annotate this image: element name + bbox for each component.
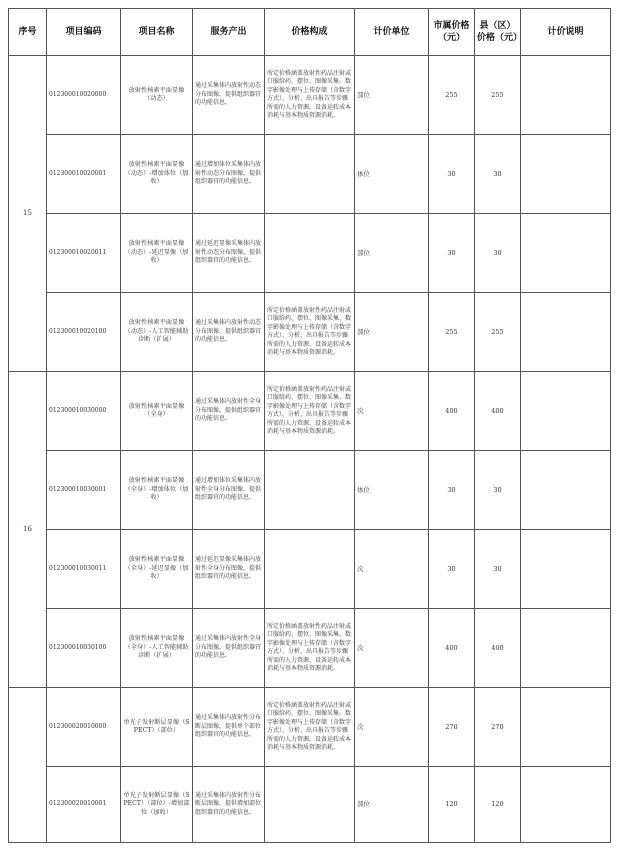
item-name: 放射性核素平面显像（动态）-人工智能辅助诊断（扩展） xyxy=(121,293,193,372)
county-price: 270 xyxy=(475,688,521,767)
table-row xyxy=(9,530,611,609)
price-composition xyxy=(265,135,355,214)
header-unit: 计价单位 xyxy=(355,9,429,56)
pricing-note xyxy=(521,767,611,843)
table-row xyxy=(9,372,611,451)
item-code: 012300010020011 xyxy=(47,214,121,293)
header-note: 计价说明 xyxy=(521,9,611,56)
item-code: 012300020010000 xyxy=(47,688,121,767)
pricing-unit: 体位 xyxy=(355,135,429,214)
city-price: 255 xyxy=(429,293,475,372)
price-composition xyxy=(265,530,355,609)
pricing-note xyxy=(521,56,611,135)
city-price: 255 xyxy=(429,56,475,135)
pricing-note xyxy=(521,372,611,451)
item-name: 放射性核素平面显像（动态）-延迟显像（加收） xyxy=(121,214,193,293)
service-output: 通过采集体内放射性动态分布图像，提供组织器官的功能信息。 xyxy=(193,56,265,135)
pricing-note xyxy=(521,688,611,767)
item-name: 放射性核素平面显像（动态）-增加体位（加收） xyxy=(121,135,193,214)
city-price: 30 xyxy=(429,135,475,214)
city-price: 30 xyxy=(429,530,475,609)
county-price: 30 xyxy=(475,214,521,293)
item-code: 012300010030001 xyxy=(47,451,121,530)
item-name: 放射性核素平面显像（全身） xyxy=(121,372,193,451)
price-table xyxy=(8,8,611,843)
price-composition xyxy=(265,451,355,530)
item-code: 012300020010001 xyxy=(47,767,121,843)
price-composition: 所定价格涵盖放射性药品注射或口服给药、摆位、图像采集、数字影像处理与上传存储（含数字方式）、分析、出具报告等步骤所需的人力资源、设备运转成本消耗与基本物质资源消耗。 xyxy=(265,372,355,451)
item-name: 放射性核素平面显像（动态） xyxy=(121,56,193,135)
pricing-unit: 部位 xyxy=(355,56,429,135)
price-composition: 所定价格涵盖放射性药品注射或口服给药、摆位、图像采集、数字影像处理与上传存储（含数字方式）、分析、出具报告等步骤所需的人力资源、设备运转成本消耗与基本物质资源消耗。 xyxy=(265,688,355,767)
city-price: 400 xyxy=(429,609,475,688)
table-row xyxy=(9,609,611,688)
header-name: 项目名称 xyxy=(121,9,193,56)
county-price: 400 xyxy=(475,372,521,451)
city-price: 120 xyxy=(429,767,475,843)
price-composition: 所定价格涵盖放射性药品注射或口服给药、摆位、图像采集、数字影像处理与上传存储（含数字方式）、分析、出具报告等步骤所需的人力资源、设备运转成本消耗与基本物质资源消耗。 xyxy=(265,56,355,135)
city-price: 30 xyxy=(429,214,475,293)
header-pricing: 价格构成 xyxy=(265,9,355,56)
pricing-note xyxy=(521,530,611,609)
header-service: 服务产出 xyxy=(193,9,265,56)
pricing-unit: 部位 xyxy=(355,214,429,293)
service-output: 通过延迟显像采集体内放射性动态分布图像，提供组织器官的功能信息。 xyxy=(193,214,265,293)
county-price: 255 xyxy=(475,293,521,372)
pricing-note xyxy=(521,293,611,372)
price-composition xyxy=(265,214,355,293)
pricing-unit: 次 xyxy=(355,688,429,767)
pricing-unit: 次 xyxy=(355,609,429,688)
price-composition: 所定价格涵盖放射性药品注射或口服给药、摆位、图像采集、数字影像处理与上传存储（含数字方式）、分析、出具报告等步骤所需的人力资源、设备运转成本消耗与基本物质资源消耗。 xyxy=(265,293,355,372)
service-output: 通过增加体位采集体内放射性动态分布图像，提供组织器官的功能信息。 xyxy=(193,135,265,214)
header-row xyxy=(9,9,611,56)
sequence-number: 15 xyxy=(9,56,47,372)
pricing-unit: 体位 xyxy=(355,451,429,530)
pricing-note xyxy=(521,214,611,293)
city-price: 270 xyxy=(429,688,475,767)
service-output: 通过采集体内放射性全身分布图像，提供组织器官的功能信息。 xyxy=(193,372,265,451)
item-code: 012300010020100 xyxy=(47,293,121,372)
table-row xyxy=(9,451,611,530)
item-name: 单光子发射断层显像（SPECT）（部位）-增加部位（加收） xyxy=(121,767,193,843)
pricing-unit: 次 xyxy=(355,372,429,451)
table-row xyxy=(9,214,611,293)
pricing-note xyxy=(521,609,611,688)
item-code: 012300010030011 xyxy=(47,530,121,609)
service-output: 通过采集体内放射性分布断层图像，提供单个部位组织器官的功能信息。 xyxy=(193,688,265,767)
county-price: 30 xyxy=(475,135,521,214)
pricing-note xyxy=(521,451,611,530)
table-row xyxy=(9,135,611,214)
item-name: 放射性核素平面显像（全身）-延迟显像（加收） xyxy=(121,530,193,609)
city-price: 400 xyxy=(429,372,475,451)
service-output: 通过延迟显像采集体内放射性全身分布图像，提供组织器官的功能信息。 xyxy=(193,530,265,609)
service-output: 通过采集体内放射性全身分布图像，提供组织器官的功能信息。 xyxy=(193,609,265,688)
pricing-note xyxy=(521,135,611,214)
table-row xyxy=(9,293,611,372)
price-composition: 所定价格涵盖放射性药品注射或口服给药、摆位、图像采集、数字影像处理与上传存储（含数字方式）、分析、出具报告等步骤所需的人力资源、设备运转成本消耗与基本物质资源消耗。 xyxy=(265,609,355,688)
item-code: 012300010020000 xyxy=(47,56,121,135)
pricing-unit: 次 xyxy=(355,530,429,609)
item-code: 012300010030100 xyxy=(47,609,121,688)
header-code: 项目编码 xyxy=(47,9,121,56)
sequence-number xyxy=(9,688,47,843)
county-price: 30 xyxy=(475,530,521,609)
city-price: 30 xyxy=(429,451,475,530)
item-name: 放射性核素平面显像（全身）-增加体位（加收） xyxy=(121,451,193,530)
service-output: 通过采集体内放射性分布断层图像，提供增加部位组织器官的功能信息。 xyxy=(193,767,265,843)
table-row xyxy=(9,767,611,843)
county-price: 255 xyxy=(475,56,521,135)
header-county-price: 县（区）价格（元） xyxy=(475,9,521,56)
service-output: 通过采集体内放射性动态分布图像，提供组织器官的功能信息。 xyxy=(193,293,265,372)
table-row xyxy=(9,56,611,135)
item-code: 012300010020001 xyxy=(47,135,121,214)
county-price: 30 xyxy=(475,451,521,530)
item-name: 单光子发射断层显像（SPECT）（部位） xyxy=(121,688,193,767)
county-price: 120 xyxy=(475,767,521,843)
pricing-unit: 部位 xyxy=(355,293,429,372)
table-row xyxy=(9,688,611,767)
sequence-number: 16 xyxy=(9,372,47,688)
header-seq: 序号 xyxy=(9,9,47,56)
header-city-price: 市属价格（元） xyxy=(429,9,475,56)
service-output: 通过增加体位采集体内放射性全身分布图像，提供组织器官的功能信息。 xyxy=(193,451,265,530)
pricing-unit: 部位 xyxy=(355,767,429,843)
item-name: 放射性核素平面显像（全身）-人工智能辅助诊断（扩展） xyxy=(121,609,193,688)
county-price: 400 xyxy=(475,609,521,688)
item-code: 012300010030000 xyxy=(47,372,121,451)
price-composition xyxy=(265,767,355,843)
